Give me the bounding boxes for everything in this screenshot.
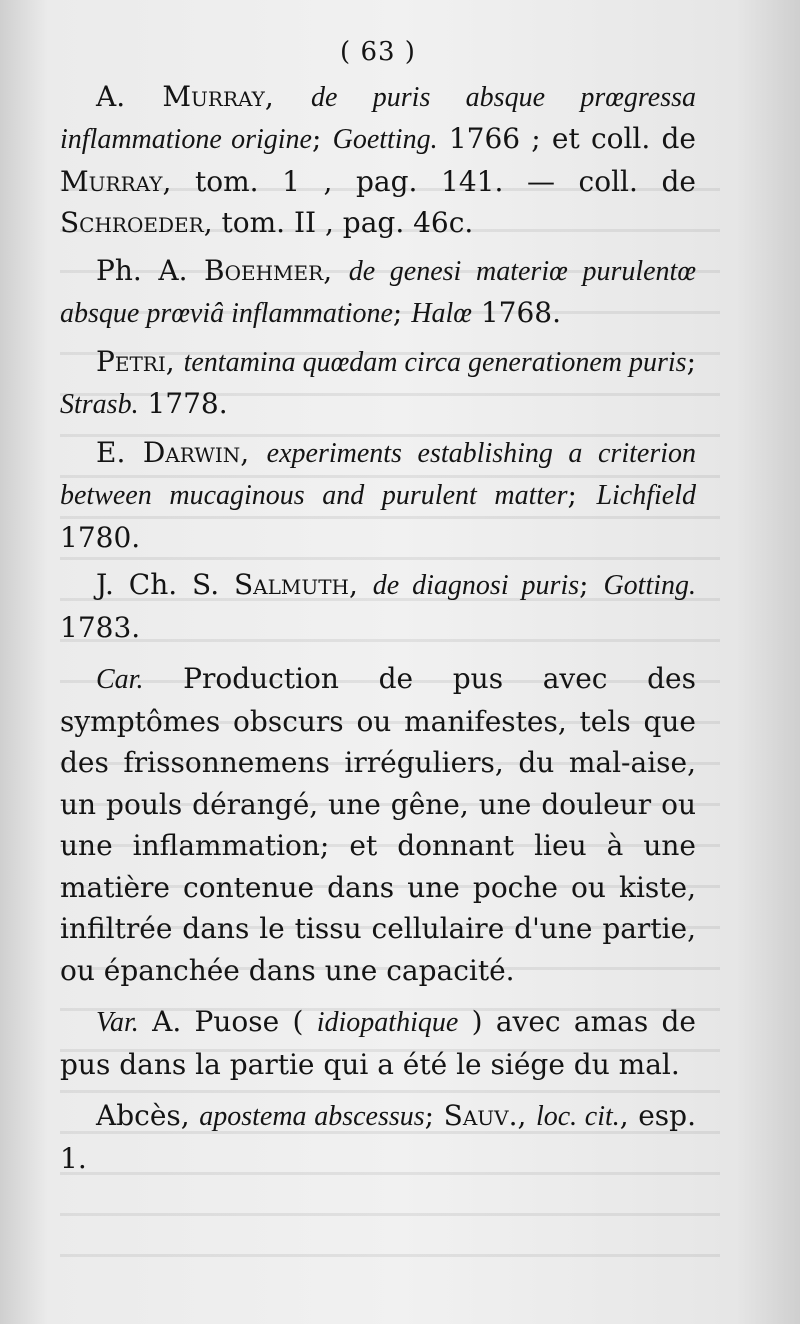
page-text	[60, 32, 696, 1185]
reference-murray: A. Murray, de puris absque prœgressa inflammatione origine; Goetting. 1766 ; et coll. de Murray, tom. 1 , pag. 141. — coll. de Schroeder, tom. II , pag. 46c.	[60, 79, 696, 239]
reference-salmuth: J. Ch. S. Salmuth, de diagnosi puris; Gotting. 1783.	[60, 568, 696, 644]
character-label: Car.	[96, 664, 144, 695]
reference-darwin: E. Darwin, experiments establishing a criterion between mucaginous and purulent matter; Lichfield 1780.	[60, 435, 696, 554]
reference-boehmer: Ph. A. Boehmer, de genesi materiœ purulentœ absque prœviâ inflammatione; Halœ 1768.	[60, 253, 696, 329]
character-paragraph	[60, 658, 696, 991]
character-text: Production de pus avec des symptômes obscurs ou manifestes, tels que des frissonnemens irréguliers, du mal-aise, un pouls dérangé, une gêne, une douleur ou une inflammation; et donnant lieu à une matière contenue dans une poche ou kiste, infiltrée dans le tissu cellulaire d'une partie, ou épanchée dans une capacité.	[60, 662, 696, 987]
abces-paragraph: Abcès, apostema abscessus; Sauv., loc. cit., esp. 1.	[60, 1099, 696, 1175]
variety-label: Var.	[96, 1007, 139, 1038]
reference-petri: Petri, tentamina quœdam circa generationem puris; Strasb. 1778.	[60, 344, 696, 420]
variety-paragraph: Var. A. Puose ( idiopathique ) avec amas de pus dans la partie qui a été le siége du mal.	[60, 1005, 697, 1081]
page-number: ( 63 )	[340, 37, 416, 67]
